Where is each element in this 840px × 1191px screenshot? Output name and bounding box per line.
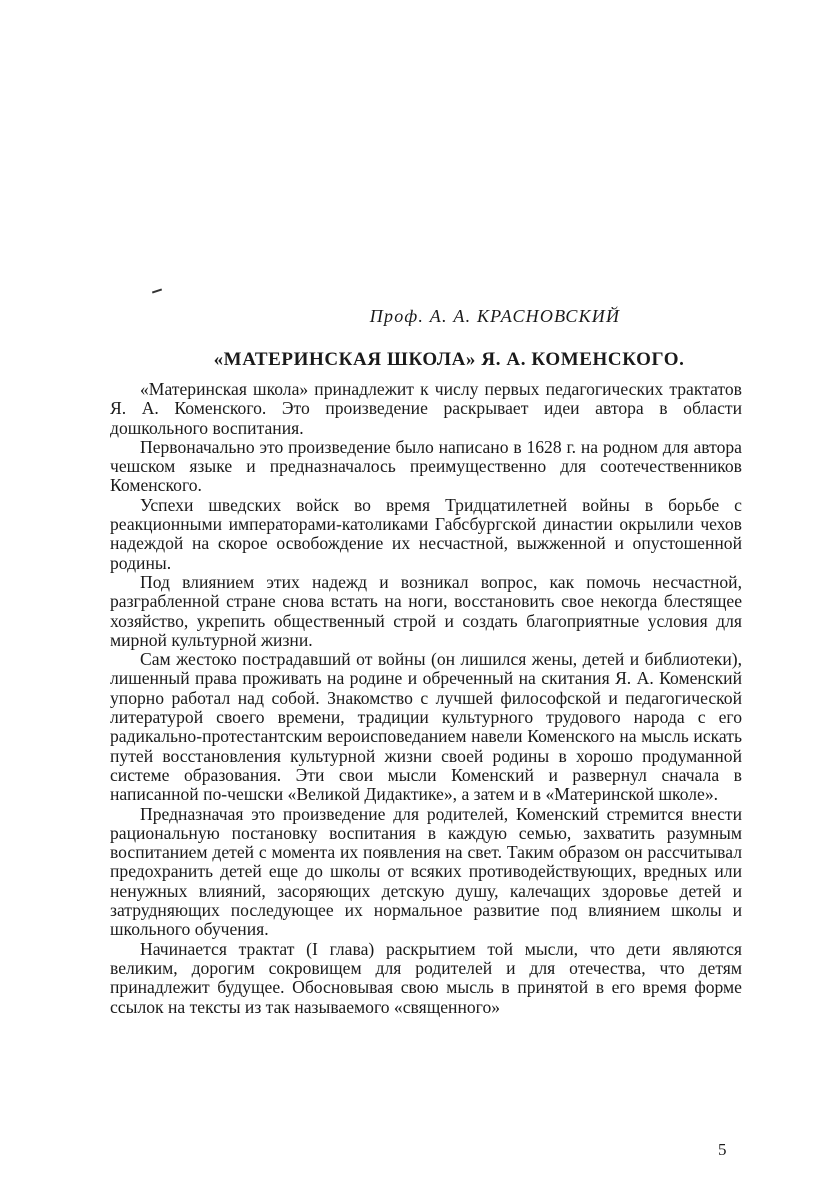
paragraph: «Материнская школа» принадлежит к числу первых педагогических трактатов Я. А. Коменского. Это произведение раскрывает идеи автора в области дошкольного воспитания. — [110, 379, 742, 438]
paragraph: Предназначая это произведение для родителей, Коменский стремится внести рациональную постановку воспитания в каждую семью, захватить разумным воспитанием детей с момента их появления на свет. Таким образом он рассчитывал предохранить детей еще до школы от всяких противодействующих, вредных или ненужных влияний, засоряющих детскую душу, калечащих здоровье детей и затрудняющих последующее их нормальное развитие под влиянием школы и школьного обучения. — [110, 803, 742, 940]
paragraph: Успехи шведских войск во время Тридцатилетней войны в борьбе с реакционными императорами-католиками Габсбургской династии окрылили чехов надеждой на скорое освобождение их несчастной, выжженной и опустошенной родины. — [110, 494, 742, 573]
article-title: «МАТЕРИНСКАЯ ШКОЛА» Я. А. КОМЕНСКОГО. — [213, 349, 685, 370]
paragraph: Сам жестоко пострадавший от войны (он лишился жены, детей и библиотеки), лишенный права проживать на родине и обреченный на скитания Я. А. Коменский упорно работал над собой. Знакомство с лучшей философской и педагогической литературой своего времени, традиции культурного трудового народа с его радикально-протестантским вероисповеданием навели Коменского на мысль искать путей восстановления культурной жизни своей родины в хорошо продуманной системе образования. Эти свои мысли Коменский и развернул сначала в написанной по-чешски «Великой Дидактике», а затем и в «Материнской школе». — [110, 649, 742, 805]
paragraph: Начинается трактат (I глава) раскрытием той мысли, что дети являются великим, дорогим сокровищем для родителей и для отечества, что детям принадлежит будущее. Обосновывая свою мысль в принятой в его время форме ссылок на тексты из так называемого «священного» — [110, 938, 742, 1017]
paragraph: Первоначально это произведение было написано в 1628 г. на родном для автора чешском языке и предназначалось преимущественно для соотечественников Коменского. — [110, 436, 742, 496]
author-line: Проф. А. А. КРАСНОВСКИЙ — [369, 306, 621, 326]
paragraph: Под влиянием этих надежд и возникал вопрос, как помочь несчастной, разграбленной стране снова встать на ноги, восстановить свое некогда блестящее хозяйство, укрепить общественный строй и создать благоприятные условия для мирной культурной жизни. — [110, 571, 742, 650]
article-body — [110, 380, 742, 1017]
page-number: 5 — [718, 1140, 727, 1159]
stray-ink-mark — [152, 289, 162, 294]
